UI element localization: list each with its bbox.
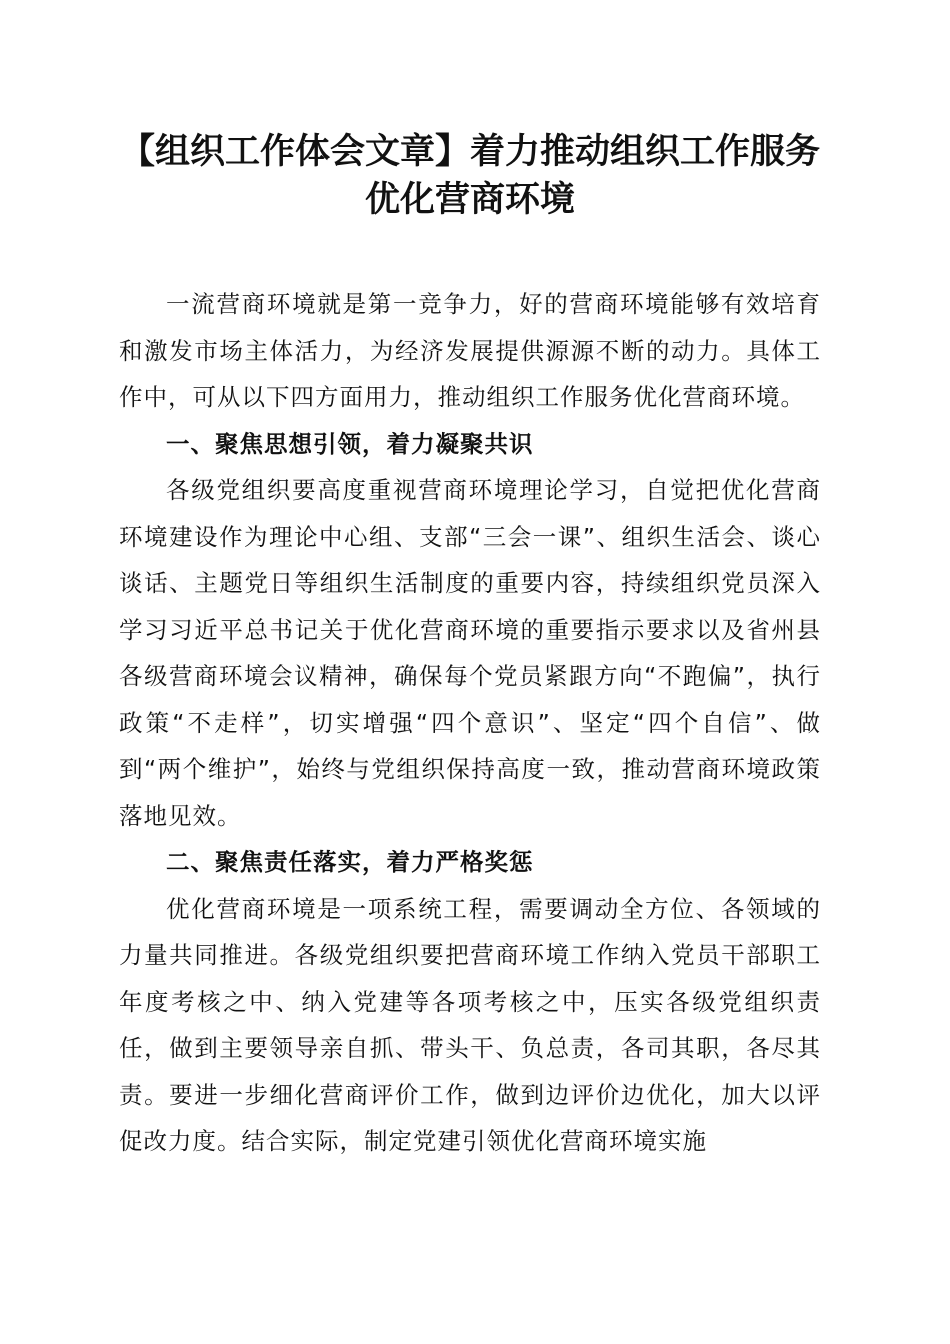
title-line-2: 优化营商环境 xyxy=(364,179,575,220)
title-line-1: 【组织工作体会文章】着力推动组织工作服务 xyxy=(119,131,820,172)
document-title xyxy=(119,128,821,224)
document-page xyxy=(119,128,821,1165)
document-body xyxy=(119,281,821,1165)
section-1-paragraph: 各级党组织要高度重视营商环境理论学习，自觉把优化营商环境建设作为理论中心组、支部“三会一课”、组织生活会、谈心谈话、主题党日等组织生活制度的重要内容，持续组织党员深入学习习近平总书记关于优化营商环境的重要指示要求以及省州县各级营商环境会议精神，确保每个党员紧跟方向“不跑偏”，执行政策“不走样”，切实增强“四个意识”、坚定“四个自信”、做到“两个维护”，始终与党组织保持高度一致，推动营商环境政策落地见效。 xyxy=(119,476,821,830)
intro-paragraph: 一流营商环境就是第一竞争力，好的营商环境能够有效培育和激发市场主体活力，为经济发展提供源源不断的动力。具体工作中，可从以下四方面用力，推动组织工作服务优化营商环境。 xyxy=(119,290,821,411)
section-2-paragraph: 优化营商环境是一项系统工程，需要调动全方位、各领域的力量共同推进。各级党组织要把营商环境工作纳入党员干部职工年度考核之中、纳入党建等各项考核之中，压实各级党组织责任，做到主要领导亲自抓、带头干、负总责，各司其职，各尽其责。要进一步细化营商评价工作，做到边评价边优化，加大以评促改力度。结合实际，制定党建引领优化营商环境实施 xyxy=(119,894,821,1155)
section-2-heading: 二、聚焦责任落实，着力严格奖惩 xyxy=(166,848,534,876)
section-1-heading: 一、聚焦思想引领，着力凝聚共识 xyxy=(166,429,534,458)
